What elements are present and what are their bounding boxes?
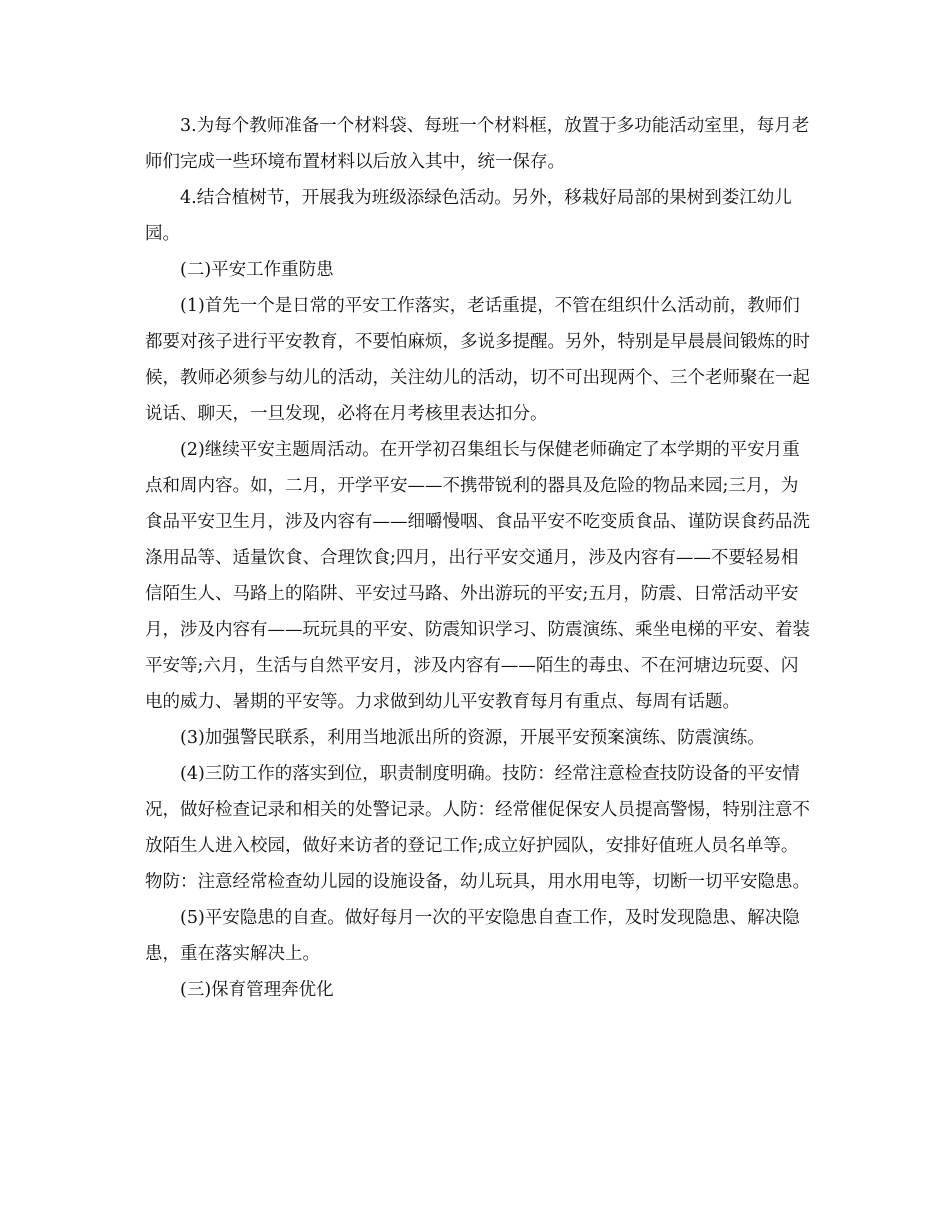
paragraph-three-defenses: (4)三防工作的落实到位，职责制度明确。技防：经常注意检查技防设备的平安情况，做好检查记录和相关的处警记录。人防：经常催促保安人员提高警惕，特别注意不放陌生人进入校园，做好来访者的登记工作;成立好护园队，安排好值班人员名单等。物防：注意经常检查幼儿园的设施设备，幼儿玩具，用水用电等，切断一切平安隐患。 (145, 764, 810, 892)
paragraph-self-inspection: (5)平安隐患的自查。做好每月一次的平安隐患自查工作，及时发现隐患、解决隐患，重在落实解决上。 (145, 908, 800, 964)
section-heading-safety: (二)平安工作重防患 (180, 260, 334, 280)
section-heading-childcare: (三)保育管理奔优化 (180, 980, 334, 1000)
paragraph-materials: 3.为每个教师准备一个材料袋、每班一个材料框，放置于多功能活动室里，每月老师们完成一些环境布置材料以后放入其中，统一保存。 (145, 116, 810, 172)
paragraph-daily-safety: (1)首先一个是日常的平安工作落实，老话重提，不管在组织什么活动前，教师们都要对孩子进行平安教育，不要怕麻烦，多说多提醒。另外，特别是早晨晨间锻炼的时候，教师必须参与幼儿的活动，关注幼儿的活动，切不可出现两个、三个老师聚在一起说话、聊天，一旦发现，必将在月考核里表达扣分。 (145, 296, 810, 424)
paragraph-police-liaison: (3)加强警民联系，利用当地派出所的资源，开展平安预案演练、防震演练。 (180, 728, 765, 748)
paragraph-tree-planting: 4.结合植树节，开展我为班级添绿色活动。另外，移栽好局部的果树到娄江幼儿园。 (145, 188, 792, 244)
document-page (145, 108, 810, 1008)
paragraph-safety-theme-weeks: (2)继续平安主题周活动。在开学初召集组长与保健老师确定了本学期的平安月重点和周内容。如，二月，开学平安——不携带锐利的器具及危险的物品来园;三月，为食品平安卫生月，涉及内容有——细嚼慢咽、食品平安不吃变质食品、谨防误食药品洗涤用品等、适量饮食、合理饮食;四月，出行平安交通月，涉及内容有——不要轻易相信陌生人、马路上的陷阱、平安过马路、外出游玩的平安;五月，防震、日常活动平安月，涉及内容有——玩玩具的平安、防震知识学习、防震演练、乘坐电梯的平安、着装平安等;六月，生活与自然平安月，涉及内容有——陌生的毒虫、不在河塘边玩耍、闪电的威力、暑期的平安等。力求做到幼儿平安教育每月有重点、每周有话题。 (145, 440, 810, 712)
